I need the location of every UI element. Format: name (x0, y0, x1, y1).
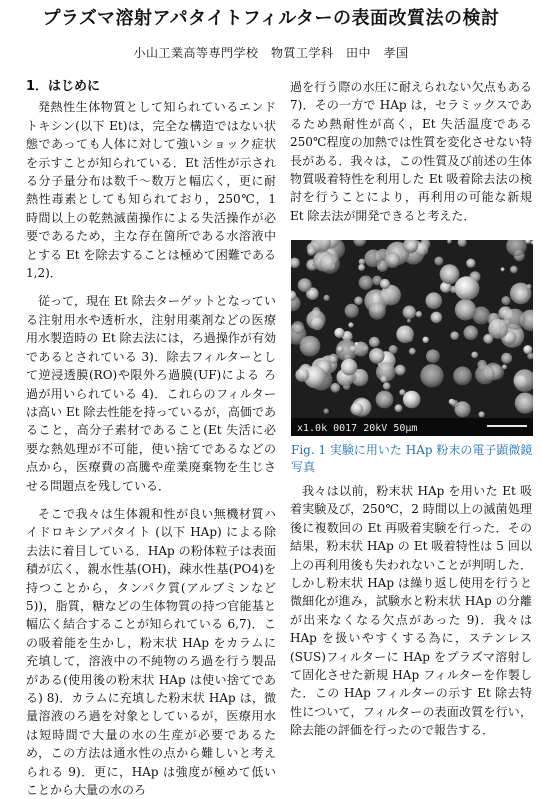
powder-particle (423, 337, 429, 343)
left-column (26, 78, 276, 799)
powder-particle (350, 403, 363, 416)
powder-particle (403, 391, 421, 409)
powder-particle (464, 326, 479, 341)
powder-particle (396, 326, 414, 344)
powder-particle (395, 404, 403, 412)
powder-particle (330, 383, 340, 393)
powder-particle (502, 296, 511, 305)
paragraph-1: 発熱性生体物質として知られているエンドトキシン(以下 Et)は，完全な構造ではない状態であっても人体に対して強いショック症状を示すことが知られている．Et 活性が示される分子量分布は数千～数万と幅広く，更に耐熱性毒素としても知られており，250℃，1 時間以上の乾熱滅菌操作による失活操作が必要であるため，主な存在箇所である水溶液中とする Et を除去することは極めて困難である 1,2)． (26, 100, 276, 281)
powder-particle (300, 336, 321, 357)
sem-figure (291, 240, 533, 436)
powder-particle (380, 279, 390, 289)
powder-particle (479, 411, 485, 417)
powder-particle (471, 352, 478, 359)
powder-particle (369, 337, 380, 348)
paragraph-3: そこで我々は生体親和性が良い無機材質ハイドロキシアパタイト (以下 HAp) による除去法に着目している．HAp の粉体粒子は表面積が広く，親水性基(OH)，疎水性基(PO4)を持つことから，タンパク質(アルブミンなど 5))，脂質，糖などの生体物質の持つ官能基と幅広く結合することが知られている 6,7)．この吸着能を生かし，粉末状 HAp をカラムに充填して，溶液中の不純物のろ過を行う製品がある(使用後の粉末状 HAp は使い捨てである) 8)．カラムに充填した粉末状 HAp は，微量溶液のろ過を対象としているが，医療用水は短時間で大量の水の生産が必要であるため，この方法は通水性の点から難しいと考えられる 9)．更に，HAp は強度が極めて低いことから大量の水のろ (26, 506, 276, 798)
right-column-top (290, 78, 532, 225)
powder-particle (359, 259, 365, 265)
micrograph-scale-label: x1.0k 0017 20kV 50μm (297, 423, 418, 434)
powder-particle (426, 349, 440, 363)
powder-particle (369, 303, 386, 320)
powder-particle (306, 310, 325, 329)
powder-particle (455, 299, 476, 320)
author-affiliation: 小山工業高等専門学校 物質工学科 田中 孝国 (133, 46, 409, 60)
powder-particle (341, 359, 358, 376)
powder-particle (369, 348, 385, 364)
powder-particle (453, 367, 472, 386)
powder-particle (359, 276, 373, 290)
powder-particle (510, 266, 518, 274)
powder-particle (440, 264, 460, 284)
sem-micrograph-image (291, 240, 533, 436)
powder-particle (403, 306, 416, 319)
powder-particle (450, 331, 459, 340)
powder-particle (407, 319, 411, 323)
powder-particle (455, 276, 479, 300)
powder-particle (354, 296, 363, 305)
powder-particle (328, 354, 338, 364)
powder-particle (431, 312, 443, 324)
powder-particle (324, 295, 330, 301)
powder-particle (364, 250, 382, 268)
powder-particle (385, 252, 401, 268)
paragraph-5: 我々は以前，粉末状 HAp を用いた Et 吸着実験及び，250℃，2 時間以上の滅菌処理後に複数回の Et 再吸着実験を行った．その結果，粉末状 HAp の Et 吸着特性は 5 回以上の再利用後も失われないことが判明した．しかし粉末状 HAp は繰り返し使用を行うと微細化が進み，試験水と粉末状 HAp の分離が出来なくなる欠点があった 9)．我々は HAp を扱いやすくする為に，ステンレス(SUS)フィルターに HAp をプラズマ溶射して固化させた新規 HAp フィルターを作製した．この HAp フィルターの示す Et 除去特性について，フィルターの表面改質を行い，除去能の評価を行ったので報告する． (290, 484, 532, 738)
powder-particle (416, 311, 422, 317)
powder-particle (323, 408, 329, 414)
powder-particle (451, 400, 459, 408)
powder-particle (475, 364, 495, 384)
powder-particle (501, 353, 512, 364)
powder-particle (350, 346, 357, 353)
right-column-bottom (290, 482, 532, 740)
powder-particle (383, 382, 391, 390)
powder-particle (376, 391, 394, 409)
powder-particle (526, 284, 531, 289)
powder-particle (426, 292, 443, 309)
paragraph-4: 過を行う際の水圧に耐えられない欠点もある 7)．その一方で HAp は，セラミックスであるため熱耐性が高く，Et 失活温度である 250℃程度の加熱では性質を変化させない特長がある．我々は，この性質及び前述の生体物質吸着特性を利用した Et 吸着除去法の検討を行うことにより，再利用の可能な新規 Et 除去法が開発できると考えた． (290, 80, 532, 223)
powder-particle (292, 321, 305, 334)
powder-particle (434, 257, 443, 266)
powder-particle (320, 253, 340, 273)
section-heading: 1．はじめに (26, 79, 101, 94)
powder-particle (389, 345, 398, 354)
powder-particle (380, 376, 387, 383)
powder-particle (337, 346, 343, 352)
powder-particle (523, 345, 532, 354)
powder-particle (399, 389, 405, 395)
powder-particle (295, 368, 309, 382)
paragraph-2: 従って，現在 Et 除去ターゲットとなっている注射用水や透析水，注射用薬剤などの医療用水製造時の Et 除去法には，ろ過操作が有効であるとされている 3)．除去フィルターとして逆浸透膜(RO)や限外ろ過膜(UF)による ろ過が用いられている 4)．これらのフィルターは高い Et 除去性能を持っているが，高価であること，高分子素材であること(Et 失活に必要な熱処理が不可能，使い捨てであるなどの点から，医療費の高騰や産業廃棄物を生じさせる問題点を残している． (26, 294, 276, 493)
powder-particle (334, 328, 344, 338)
paper-title: プラズマ溶射アパタイトフィルターの表面改質法の検討 (42, 8, 500, 29)
powder-particle (501, 267, 505, 271)
figure-caption: Fig. 1 実験に用いた HAp 粉末の電子顕微鏡写真 (291, 443, 533, 474)
powder-particle (466, 259, 475, 268)
powder-particle (298, 278, 312, 292)
powder-particle (409, 348, 416, 355)
powder-particle (488, 319, 508, 339)
powder-particle (348, 322, 353, 327)
powder-particle (420, 364, 443, 387)
powder-particle (345, 304, 359, 318)
powder-particle (358, 264, 365, 271)
powder-particle (395, 365, 406, 376)
